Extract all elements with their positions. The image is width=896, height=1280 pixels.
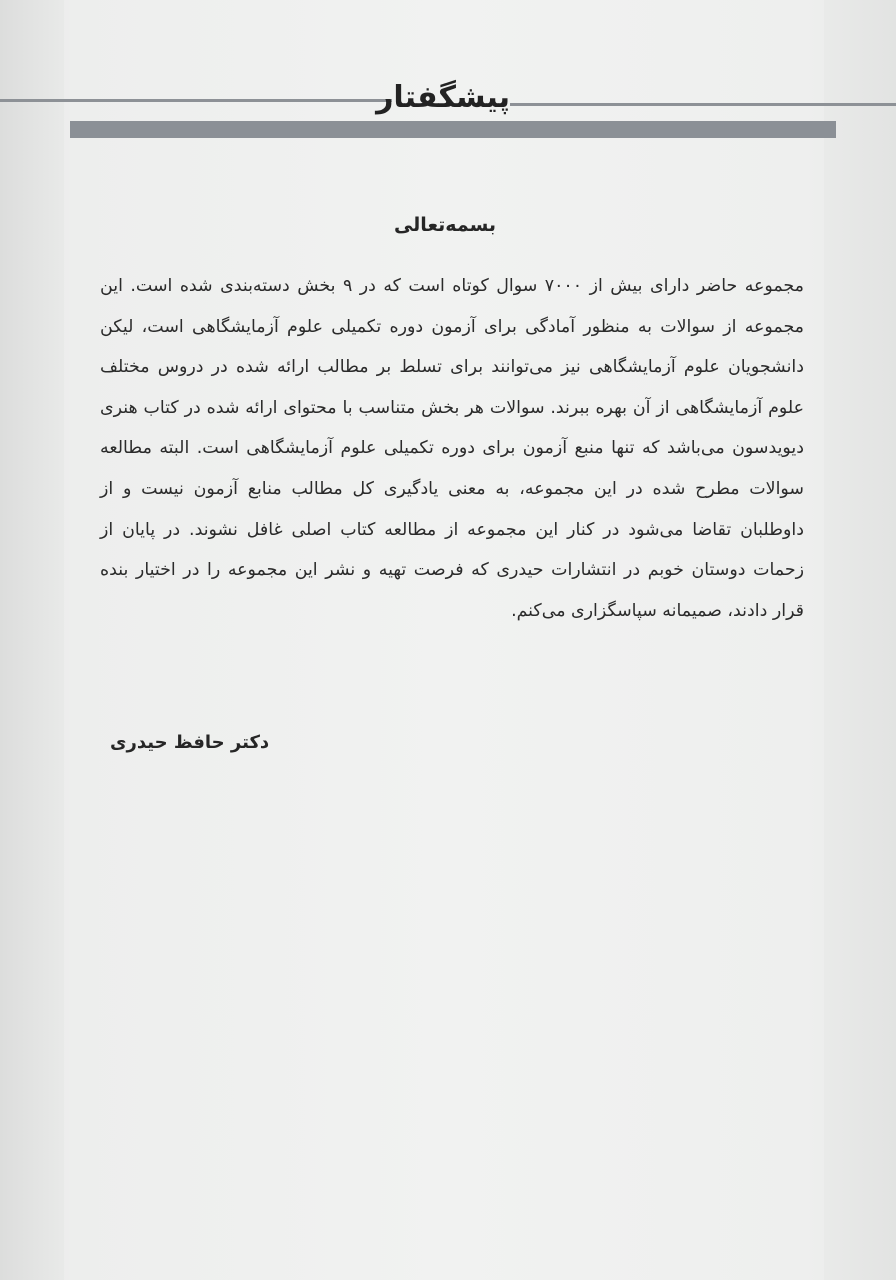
preface-paragraph: مجموعه حاضر دارای بیش از ۷۰۰۰ سوال کوتاه است که در ۹ بخش دسته‌بندی شده است. این مجموعه از سوالات به منظور آمادگی برای آزمون دوره تکمیلی علوم آزمایشگاهی است، لیکن دانشجویان علوم آزمایشگاهی نیز می‌توانند برای تسلط بر مطالب ارائه شده در دروس مختلف علوم آزمایشگاهی از آن بهره ببرند. سوالات هر بخش متناسب با محتوای ارائه شده در کتاب هنری دیویدسون می‌باشد که تنها منبع آزمون برای دوره تکمیلی علوم آزمایشگاهی است. البته مطالعه سوالات مطرح شده در این مجموعه، به معنی یادگیری کل مطالب منابع آزمون نیست و از داوطلبان تقاضا می‌شود در کنار این مجموعه از مطالعه کتاب اصلی غافل نشوند. در پایان از زحمات دوستان خوبم در انتشارات حیدری که فرصت تهیه و نشر این مجموعه را در اختیار بنده قرار دادند، صمیمانه سپاسگزاری می‌کنم. (100, 276, 804, 621)
heading-rule-right (510, 103, 896, 106)
heading-bar (70, 121, 836, 138)
author-name: دکتر حافظ حیدری (110, 732, 270, 753)
page-title: پیشگفتار (376, 80, 510, 115)
heading-rule-left (0, 99, 392, 102)
page-shade (64, 0, 824, 1280)
author-signature (100, 726, 804, 760)
invocation-heading: بسمه‌تعالی (393, 214, 497, 236)
